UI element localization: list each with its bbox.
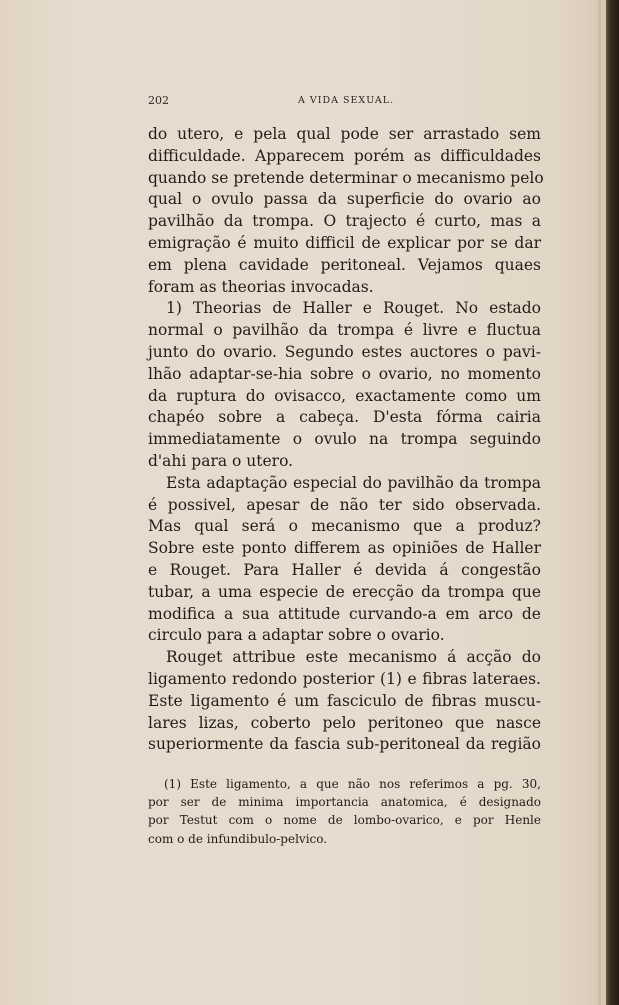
text-line: immediatamente o ovulo na trompa seguindo xyxy=(148,430,541,449)
page-edge-shadow xyxy=(598,0,601,1005)
book-spine-edge xyxy=(606,0,619,1005)
page-header xyxy=(148,94,541,110)
footnote-line: (1) Este ligamento, a que não nos referimos a pg. 30, xyxy=(164,777,541,791)
text-line: junto do ovario. Segundo estes auctores o pavi- xyxy=(148,342,541,361)
text-line: normal o pavilhão da trompa é livre e fluctua xyxy=(148,321,541,340)
text-line: quando se pretende determinar o mecanismo pelo xyxy=(148,168,544,187)
text-line: Este ligamento é um fasciculo de fibras muscu- xyxy=(148,691,541,710)
text-line: e Rouget. Para Haller é devida á congestão xyxy=(148,560,541,579)
text-line: lares lizas, coberto pelo peritoneo que nasce xyxy=(148,713,541,732)
text-line: Rouget attribue este mecanismo á acção do xyxy=(166,648,541,667)
footnote-line: por Testut com o nome de lombo-ovarico, e por Henle xyxy=(148,813,541,828)
text-line: modifica a sua attitude curvando-a em arco de xyxy=(148,604,541,623)
text-line: superiormente da fascia sub-peritoneal da região xyxy=(148,735,541,754)
footnotes xyxy=(148,775,541,848)
text-line: qual o ovulo passa da superficie do ovario ao xyxy=(148,190,541,209)
text-line: Esta adaptação especial do pavilhão da trompa xyxy=(166,473,541,492)
footnote-line: por ser de minima importancia anatomica, é designado xyxy=(148,795,541,810)
text-line: pavilhão da trompa. O trajecto é curto, mas a xyxy=(148,212,541,231)
text-line: tubar, a uma especie de erecção da trompa que xyxy=(148,582,541,601)
text-line: emigração é muito difficil de explicar por se dar xyxy=(148,233,541,252)
text-line: foram as theorias invocadas. xyxy=(148,277,374,296)
text-line: Mas qual será o mecanismo que a produz? xyxy=(148,517,541,536)
text-line: é possivel, apesar de não ter sido observada. xyxy=(148,495,541,514)
text-line: do utero, e pela qual pode ser arrastado sem xyxy=(148,125,541,143)
text-line: d'ahi para o utero. xyxy=(148,451,294,470)
body-text xyxy=(148,124,544,756)
section-heading-line: 1) Theorias de Haller e Rouget. No estado xyxy=(166,299,541,318)
text-line: difficuldade. Apparecem porém as difficuldades xyxy=(148,146,541,165)
text-line: da ruptura do ovisacco, exactamente como um xyxy=(148,386,541,405)
text-line: circulo para a adaptar sobre o ovario. xyxy=(148,626,445,645)
text-line: ligamento redondo posterior (1) e fibras lateraes. xyxy=(148,669,541,688)
page-number: 202 xyxy=(148,94,169,107)
text-line: lhão adaptar-se-hia sobre o ovario, no momento xyxy=(148,364,541,383)
running-head: A VIDA SEXUAL. xyxy=(298,95,395,106)
text-line: em plena cavidade peritoneal. Vejamos quaes xyxy=(148,255,541,274)
text-line: Sobre este ponto differem as opiniões de Haller xyxy=(148,539,541,558)
footnote-line: com o de infundibulo-pelvico. xyxy=(148,831,328,846)
text-line: chapéo sobre a cabeça. D'esta fórma cairia xyxy=(148,408,541,427)
